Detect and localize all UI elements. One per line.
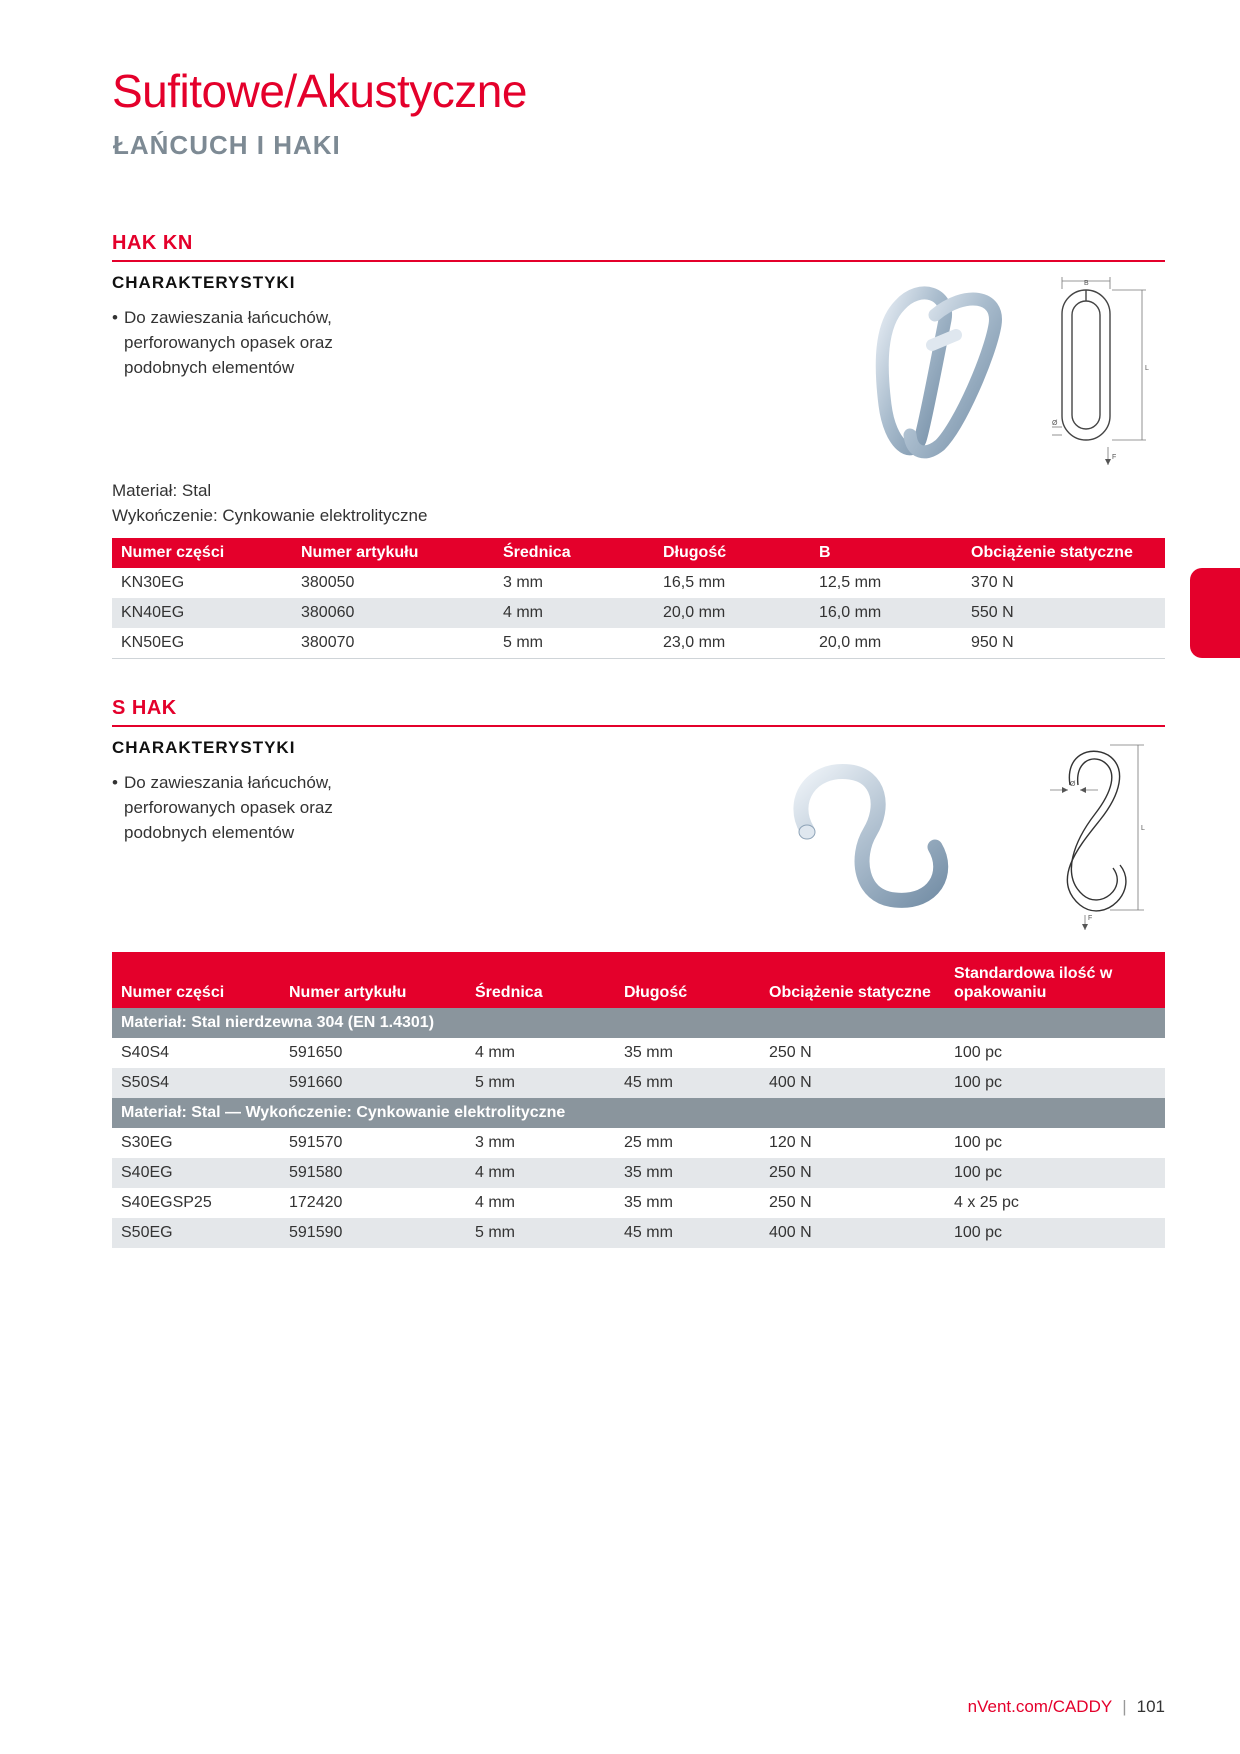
table-cell: 35 mm bbox=[615, 1158, 760, 1188]
table-row bbox=[112, 1218, 1165, 1248]
table-cell: 4 mm bbox=[475, 1194, 515, 1211]
table-cell: 4 x 25 pc bbox=[954, 1194, 1019, 1211]
s-spec-table bbox=[112, 952, 1165, 1248]
table-cell: 250 N bbox=[760, 1158, 945, 1188]
table-row bbox=[112, 1188, 1165, 1218]
s-col-header: Numer części bbox=[112, 952, 280, 1008]
kn-col-header: Długość bbox=[654, 538, 810, 568]
table-cell: 4 mm bbox=[475, 1044, 515, 1061]
table-cell: 4 mm bbox=[466, 1158, 615, 1188]
table-cell: 25 mm bbox=[624, 1134, 673, 1151]
table-cell: 100 pc bbox=[954, 1044, 1003, 1061]
kn-col-header: Obciążenie statyczne bbox=[962, 538, 1165, 568]
s-col-header: Średnica bbox=[466, 952, 615, 1008]
section-side-tab bbox=[1190, 568, 1240, 658]
s-section-rule bbox=[112, 725, 1165, 727]
table-cell: 12,5 mm bbox=[819, 574, 882, 591]
table-cell: 45 mm bbox=[615, 1218, 760, 1248]
table-cell: 35 mm bbox=[624, 1194, 673, 1211]
table-row bbox=[112, 1128, 1165, 1158]
s-characteristics-heading: CHARAKTERYSTYKI bbox=[112, 738, 296, 757]
s-hook-photo bbox=[785, 762, 965, 912]
table-cell: 380070 bbox=[301, 634, 355, 651]
table-cell: 172420 bbox=[289, 1194, 343, 1211]
kn-feature-text: Do zawieszania łańcuchów, perforowanych opasek oraz podobnych elementów bbox=[124, 308, 333, 377]
table-row bbox=[112, 598, 1165, 628]
kn-characteristics-heading: CHARAKTERYSTYKI bbox=[112, 273, 296, 292]
table-cell: KN50EG bbox=[121, 634, 185, 651]
kn-technical-drawing bbox=[1050, 275, 1160, 470]
s-drawing-label-l: L bbox=[1141, 825, 1145, 832]
table-cell: 120 N bbox=[769, 1134, 812, 1151]
s-col-header: Długość bbox=[615, 952, 760, 1008]
s-technical-drawing bbox=[1040, 740, 1170, 935]
table-cell: 100 pc bbox=[954, 1134, 1003, 1151]
table-cell: 16,5 mm bbox=[663, 574, 726, 591]
table-cell: S50EG bbox=[112, 1218, 280, 1248]
table-row bbox=[112, 628, 1165, 659]
table-row bbox=[112, 1158, 1165, 1188]
table-cell: 370 N bbox=[971, 574, 1014, 591]
footer-website-link[interactable]: nVent.com/CADDY bbox=[967, 1697, 1113, 1716]
s-col-header: Numer artykułu bbox=[280, 952, 466, 1008]
kn-col-header: Numer części bbox=[112, 538, 292, 568]
table-cell: S50S4 bbox=[112, 1068, 280, 1098]
table-cell: S30EG bbox=[121, 1134, 173, 1151]
table-cell: 950 N bbox=[971, 634, 1014, 651]
kn-drawing-label-l: L bbox=[1145, 365, 1149, 372]
kn-finish: Wykończenie: Cynkowanie elektrolityczne bbox=[112, 506, 428, 525]
table-cell: S40EGSP25 bbox=[121, 1194, 212, 1211]
table-cell: S40S4 bbox=[121, 1044, 170, 1061]
kn-section-rule bbox=[112, 260, 1165, 262]
kn-feature-bullet: • Do zawieszania łańcuchów, perforowanych opasek oraz podobnych elementów bbox=[112, 305, 384, 380]
table-cell: 23,0 mm bbox=[663, 634, 726, 651]
s-drawing-label-f: F bbox=[1088, 915, 1093, 922]
table-cell: 5 mm bbox=[466, 1218, 615, 1248]
footer-separator: | bbox=[1122, 1697, 1127, 1716]
table-cell: 35 mm bbox=[624, 1044, 673, 1061]
material-group-label: Materiał: Stal — Wykończenie: Cynkowanie elektrolityczne bbox=[112, 1098, 1165, 1128]
table-cell: 5 mm bbox=[466, 1068, 615, 1098]
kn-col-header: B bbox=[810, 538, 962, 568]
table-group-row bbox=[112, 1098, 1165, 1128]
table-cell: 20,0 mm bbox=[654, 598, 810, 628]
table-cell: 400 N bbox=[760, 1218, 945, 1248]
table-cell: 45 mm bbox=[615, 1068, 760, 1098]
kn-section-heading: HAK KN bbox=[112, 232, 193, 254]
s-feature-text: Do zawieszania łańcuchów, perforowanych opasek oraz podobnych elementów bbox=[124, 773, 333, 842]
s-col-header: Standardowa ilość w opakowaniu bbox=[945, 952, 1165, 1008]
table-row bbox=[112, 568, 1165, 598]
s-col-header: Obciążenie statyczne bbox=[760, 952, 945, 1008]
table-cell: 100 pc bbox=[945, 1068, 1165, 1098]
table-cell: 100 pc bbox=[945, 1218, 1165, 1248]
table-header-row bbox=[112, 952, 1165, 1008]
s-feature-bullet: • Do zawieszania łańcuchów, perforowanych opasek oraz podobnych elementów bbox=[112, 770, 384, 845]
table-cell: 250 N bbox=[769, 1044, 812, 1061]
kn-spec-table bbox=[112, 538, 1165, 659]
table-cell: 591570 bbox=[289, 1134, 343, 1151]
table-cell: 380060 bbox=[292, 598, 494, 628]
material-group-label: Materiał: Stal nierdzewna 304 (EN 1.4301) bbox=[112, 1008, 1165, 1038]
table-cell: 591660 bbox=[280, 1068, 466, 1098]
table-row bbox=[112, 1068, 1165, 1098]
table-cell: 400 N bbox=[760, 1068, 945, 1098]
table-cell: 380050 bbox=[301, 574, 355, 591]
table-cell: 591650 bbox=[289, 1044, 343, 1061]
kn-col-header: Średnica bbox=[494, 538, 654, 568]
s-drawing-label-d: Ø bbox=[1070, 781, 1076, 788]
table-header-row bbox=[112, 538, 1165, 568]
kn-drawing-label-d: Ø bbox=[1052, 420, 1058, 427]
table-cell: 100 pc bbox=[945, 1158, 1165, 1188]
page-footer bbox=[968, 1697, 1165, 1717]
table-cell: 3 mm bbox=[475, 1134, 515, 1151]
kn-hook-photo bbox=[870, 285, 1010, 460]
kn-material: Materiał: Stal bbox=[112, 481, 212, 500]
table-cell: 550 N bbox=[962, 598, 1165, 628]
table-row bbox=[112, 1038, 1165, 1068]
page-title: Sufitowe/Akustyczne bbox=[112, 65, 527, 117]
table-cell: KN30EG bbox=[121, 574, 185, 591]
s-section-heading: S HAK bbox=[112, 697, 177, 719]
table-cell: 16,0 mm bbox=[810, 598, 962, 628]
kn-drawing-label-b: B bbox=[1084, 280, 1089, 287]
table-cell: S40EG bbox=[112, 1158, 280, 1188]
kn-col-header: Numer artykułu bbox=[292, 538, 494, 568]
page-number: 101 bbox=[1136, 1697, 1165, 1716]
table-cell: 3 mm bbox=[503, 574, 543, 591]
table-cell: 591580 bbox=[280, 1158, 466, 1188]
table-cell: KN40EG bbox=[112, 598, 292, 628]
table-cell: 250 N bbox=[769, 1194, 812, 1211]
table-cell: 591590 bbox=[280, 1218, 466, 1248]
page-subtitle: ŁAŃCUCH I HAKI bbox=[113, 130, 341, 160]
table-group-row bbox=[112, 1008, 1165, 1038]
kn-drawing-label-f: F bbox=[1112, 454, 1117, 461]
table-cell: 4 mm bbox=[494, 598, 654, 628]
table-cell: 5 mm bbox=[503, 634, 543, 651]
table-cell: 20,0 mm bbox=[819, 634, 882, 651]
